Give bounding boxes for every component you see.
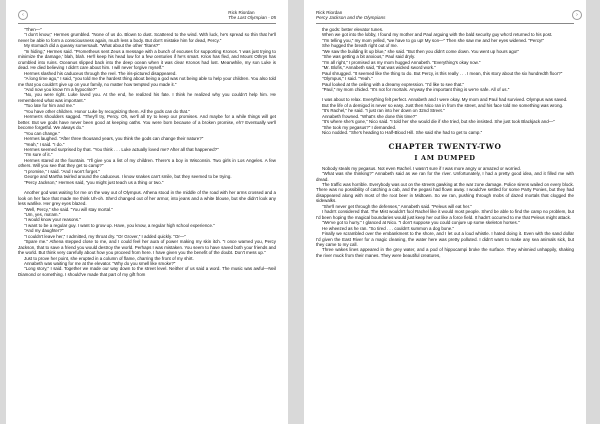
paragraph: My stomach did a queasy somersault. "What about the other Titans?" (24, 43, 160, 49)
paragraph: He wheezed as he ran. "So tired . . . couldn't summon a dog bone." (322, 225, 455, 231)
paragraph: "Percy Jackson," Hermes said, "you might just teach us a thing or two." (24, 179, 164, 185)
paragraph: Another god was waiting for me on the way out of Olympus. Athena stood in the middle of the road with her arms crossed and a look on her face that made me think Uh-oh. She'd changed out of her armor, into jeans and a white blouse, but she didn't look any less warlike. Her grey eyes blazed. (18, 190, 276, 207)
left-header-rule (18, 23, 276, 24)
paragraph: Three wakes lines appeared in the grey water, and a pod of hippocampi broke the surface. They whinnied unhappily, shaking the river muck from their manes. They were beautiful creatures, (316, 247, 574, 258)
left-header-text (228, 10, 276, 21)
right-page-body (316, 27, 574, 258)
paragraph: Hermes stared at the fountain. "I'll give you a list of my children. There's a boy in Wisconsin. Two girls in Los Angeles. A few others. Will you see that they get to camp?" (18, 157, 276, 169)
paragraph: "Mr. Blofis," Annabeth said, "that was wicked sword work." (322, 65, 436, 71)
paragraph: "We saw the building lit up blue," she said. "But then you didn't come down. You went up hours ago!" (322, 48, 520, 54)
left-page-body (18, 27, 276, 277)
paragraph: Just to prove her point, she erupted in a column of flame, charring the front of my shirt. (24, 255, 194, 261)
paragraph: "Spare me." Athena stepped close to me, and I could feel her aura of power making my skin itch. "I once warned you, Percy Jackson, that to save a friend you would destroy the world. Perhaps I was mistaken. You seem to have saved both your friends and the world. But think very carefully about how you proceed from here. I have given you the benefit of the doubt. Don't mess up." (18, 239, 276, 256)
paragraph: Annabeth frowned. "What's she done this time?" (322, 113, 417, 119)
paragraph: "And now you know I'm a hypocrite?" (24, 86, 97, 92)
paragraph: Paul looked at the ceiling with a dreamy expression. "I'd like to see that." (322, 81, 465, 87)
right-header-title: Percy Jackson and the Olympians (316, 15, 386, 21)
paragraph: She hugged the breath right out of me. (322, 43, 398, 49)
paragraph: Hermes's shoulders sagged. "They'll try, Percy. Oh, we'll all try to keep our promises. And maybe for a while things will get better. But we gods have never been good at keeping oaths. You were born because of a broken promise, eh? Eventually we'll become forgetful. We always do." (18, 114, 276, 131)
paragraph: "In hiding," Hermes said. "Prometheus sent Zeus a message with a bunch of excuses for supporting Kronos. 'I was just trying to minimize the damage,' blah, blah. He'll keep his head low for a few centuries if he's smart. Krios has fled, and Mount Othrys has crumbled into ruins. Oceanus slipped back into the deep ocean when it was clear Kronos had lost. Meanwhile, my son Luke is dead. He died believing I didn't care about him. I will never forgive myself." (18, 48, 276, 71)
previous-page-icon[interactable]: ‹ (18, 10, 28, 20)
paragraph: The traffic was horrible. Everybody was out on the streets gawking at the war zone damage. Police sirens wailed on every block. There was no possibility of catching a cab, and the pegasi had flown away. I would've settled for some Party Ponies, but they had disappeared along with most of the root beer in Midtown. So we ran, pushing through mobs of dazed mortals that clogged the sidewalks. (316, 181, 574, 204)
paragraph: "I'm sure of it." (24, 152, 53, 158)
paragraph: "It's Rachel," he said. "I just ran into her down on 32nd Street." (322, 108, 445, 114)
paragraph: Paul shrugged. "It seemed like the thing to do. But Percy, is this really . . . I mean, this story about the six hundredth floor?" (322, 70, 563, 76)
paragraph: "You can change." (24, 130, 61, 136)
paragraph: "No, you were right. Luke loved you. At the end, he realized his fate. I think he realized why you couldn't help him. He remembered what was important." (18, 92, 276, 103)
paragraph: I was about to relax. Everything felt perfect. Annabeth and I were okay. My mom and Paul had survived. Olympus was saved. (322, 97, 568, 103)
paragraph: Nobody steals my pegasus. Not even Rachel. I wasn't sure if I was more angry or amazed or worried. (322, 165, 521, 171)
paragraph: "A long time ago," I said, "you told me the hardest thing about being a god was not being able to help your children. You also told me that you couldn't give up on your family, no matter how tempted you made it." (18, 76, 276, 87)
paragraph: "Too late for him and me." (24, 103, 75, 109)
paragraph: "Yeah," I said. "I do." (24, 141, 65, 147)
paragraph: "Olympus," I said. "Yeah." (322, 76, 373, 82)
paragraph: "You have other children. Honor Luke by recognizing them. All the gods can do that." (24, 108, 190, 114)
paragraph: But the life of a demigod is never so easy. Just then Nico ran in from the street, and his face told me something was wrong. (322, 102, 564, 108)
paragraph: "She'll never get through the defenses," Annabeth said. "Peleus will eat her." (322, 203, 472, 209)
paragraph: "Well, Percy," she said. "You will stay mortal." (24, 206, 113, 212)
right-body-before-chapter (316, 27, 574, 136)
paragraph: "I would know your reasons." (24, 217, 81, 223)
left-header-author: Rick Riordan (228, 10, 255, 15)
paragraph: "It's where she's gone," Nico said. "I told her she would die if she tried, but she insisted. She just took Blackjack and—" (322, 119, 555, 125)
paragraph: "I'm all right," I promised as my mom hugged Annabeth. "Everything's okay now." (322, 59, 481, 65)
right-header-text (316, 10, 385, 21)
paragraph: the gods: better elevator tunes. (322, 27, 384, 32)
paragraph: George and Martha twirled around the caduceus. I know snakes can't smile, but they seemed to be trying. (24, 174, 232, 180)
paragraph: Hermes laughed. "After three thousand years, you think the gods can change their nature?" (24, 136, 204, 142)
paragraph: "Then—" (24, 27, 42, 32)
paragraph: "Paul," my mom chided. "It's not for mortals. Anyway the important thing is we're safe. All of us." (322, 86, 510, 92)
paragraph: "She took my pegasus?" I demanded. (322, 124, 397, 130)
paragraph: "Um, yes, ma'am." (24, 211, 61, 217)
paragraph: Hermes seemed surprised by that. "You think . . . Luke actually loved me? After all that happened?" (24, 146, 219, 152)
paragraph: "I couldn't leave her," I admitted, my throat dry. "Or Grover," I added quickly. "Or—" (24, 233, 186, 239)
paragraph: "What was she thinking?" Annabeth said as we ran for the river. Unfortunately, I had a pretty good idea, and it filled me with dread. (316, 171, 574, 182)
right-header-author: Rick Riordan (316, 10, 343, 15)
paragraph: "I promise," I said. "And I won't forget." (24, 168, 100, 174)
chapter-title: I AM DUMPED (414, 153, 476, 162)
chapter-heading (316, 142, 574, 164)
paragraph: Annabeth was waiting for me at the elevator. "Why do you smell like smoke?" (24, 261, 176, 267)
paragraph: I hadn't considered that. The Mist wouldn't fool Rachel like it would most people. She'd be able to find the camp no problem, but I'd been hoping the magical boundaries would just keep her out like a force field. It hadn't occurred to me that Peleus might attack. (316, 209, 574, 220)
next-page-icon[interactable]: › (572, 10, 582, 20)
paragraph: Hermes slashed his caduceus through the reel. The iris-pictured disappeared. (24, 70, 177, 76)
paragraph: "And my daughter?" (24, 228, 64, 234)
right-body-after-chapter (316, 166, 574, 259)
paragraph: "I don't know," Hermes grumbled. "None of us do. Blown to dust. Scattered to the wind. With luck, he's spread so thin that he'll never be able to form a consciousness again, much less a body. But don't mistake him for dead, Percy." (18, 32, 276, 43)
paragraph: "I'm telling you," my mom yelled, "we have to go up! My son—" Then she saw me and her eyes widened. "Percy!" (322, 37, 545, 43)
left-page (6, 0, 288, 424)
right-page-header (316, 10, 578, 27)
paragraph: Nico nodded. "She's heading to Half-Blood Hill. She said she had to get to camp." (322, 130, 483, 136)
paragraph: Finally we scrambled over the embankment to the shore, and I let out a loud whistle. I hated doing it. Even with the sand dollar I'd given the East River for a magic cleaning, the water here was pretty polluted. I didn't want to make any sea animals sick, but they came to my call. (316, 231, 574, 247)
right-page (304, 0, 586, 424)
paragraph: "We've got to hurry." I glanced at Nico. "I don't suppose you could conjure up some skeleton horses." (322, 220, 520, 226)
paragraph: "She was getting a bit anxious," Paul said dryly. (322, 54, 416, 60)
chapter-number: CHAPTER TWENTY-TWO (388, 141, 502, 151)
left-header-title: The Last Olympian - 05 (228, 15, 276, 21)
paragraph: "I want to be a regular guy. I want to grow up. Have, you know, a regular high school experience." (24, 222, 215, 228)
paragraph: When we got into the lobby, I found my mother and Paul arguing with the bald security guy who'd returned to his post. (322, 32, 553, 38)
paragraph: "Long story," I said. Together we made our way down to the street level. Neither of us said a word. The music was awful—Neil Diamond or something. I should've made that part of my gift from (18, 266, 276, 277)
left-page-header (18, 10, 276, 27)
right-header-rule (316, 23, 574, 24)
